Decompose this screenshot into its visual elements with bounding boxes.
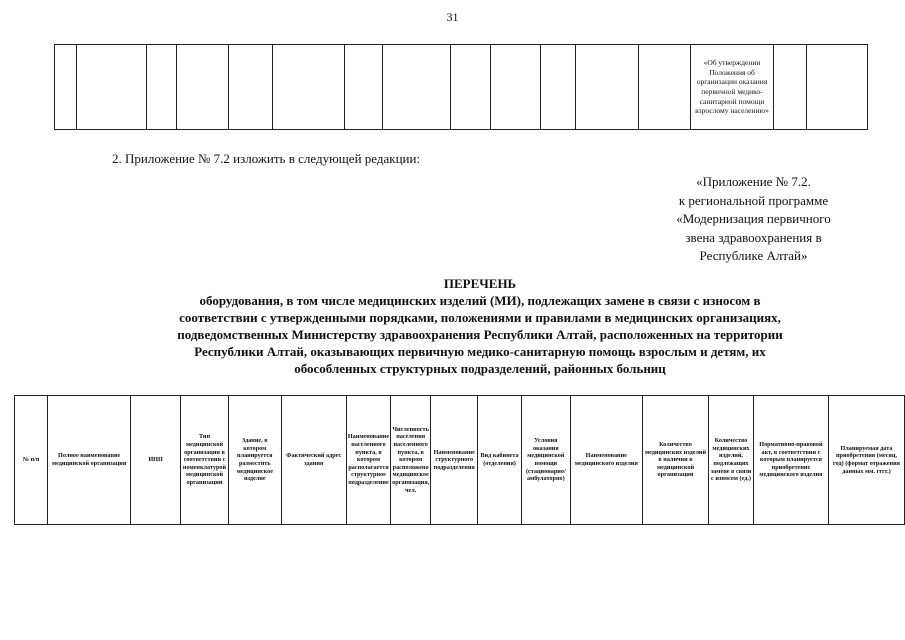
- amendment-item: 2. Приложение № 7.2 изложить в следующей редакции:: [112, 151, 421, 166]
- table-cell: [55, 45, 77, 130]
- appendix-line: «Приложение № 7.2.: [696, 174, 811, 189]
- column-header: Количество медицинских изделий в наличии в медицинской организации: [642, 396, 708, 525]
- column-header: Фактический адрес здания: [281, 396, 346, 525]
- table-header-row: [15, 396, 905, 525]
- table-cell: [383, 45, 451, 130]
- column-header: Планируемая дата приобретения (месяц, год) (формат отражения данных мм. гггг.): [828, 396, 904, 525]
- appendix-line: к региональной программе: [678, 192, 829, 208]
- equipment-list-table: [14, 395, 905, 525]
- column-header: Количество медицинских изделий, подлежащих замене в связи с износом (ед.): [709, 396, 754, 525]
- appendix-reference: [600, 173, 905, 266]
- table-cell: [639, 45, 691, 130]
- table-row: [55, 45, 868, 130]
- table-cell: [273, 45, 345, 130]
- table-cell: [774, 45, 807, 130]
- column-header: Наименование структурного подразделения: [431, 396, 478, 525]
- column-header: № п/п: [15, 396, 48, 525]
- page-number: 31: [446, 10, 459, 24]
- table-cell: [491, 45, 541, 130]
- column-header: Вид кабинета (отделения): [478, 396, 522, 525]
- previous-table-continuation: [54, 44, 868, 130]
- heading-line: оборудования, в том числе медицинских изделий (МИ), подлежащих замене в связи с износом в: [199, 293, 761, 308]
- column-header: ИНН: [131, 396, 181, 525]
- column-header: Тип медицинской организации в соответствии с номенклатурой медицинской организации: [181, 396, 229, 525]
- table-cell: [77, 45, 147, 130]
- regulation-note-cell: «Об утверждении Положения об организации оказания первичной медико-санитарной помощи взрослому населению»: [691, 45, 774, 130]
- column-header: Численность населения населенного пункта, в котором расположено медицинское организация, чел.: [391, 396, 431, 525]
- column-header: Наименование населенного пункта, в котором располагается структурное подразделение: [346, 396, 390, 525]
- column-header: Нормативно-правовой акт, в соответствии с которым планируется приобретение медицинского изделия: [753, 396, 828, 525]
- column-header: Условия оказания медицинской помощи (стационарно/амбулаторно): [521, 396, 570, 525]
- heading-line: обособленных структурных подразделений, районных больниц: [294, 361, 666, 376]
- appendix-line: «Модернизация первичного: [676, 211, 831, 226]
- column-header: Полное наименование медицинской организации: [48, 396, 131, 525]
- heading-line: подведомственных Министерству здравоохранения Республики Алтай, расположенных на территории: [177, 327, 783, 342]
- table-cell: [177, 45, 229, 130]
- column-header: Здание, в котором планируется разместить медицинское изделие: [228, 396, 281, 525]
- table-cell: [147, 45, 177, 130]
- table-cell: [229, 45, 273, 130]
- document-heading: [0, 275, 905, 377]
- table-cell: [345, 45, 383, 130]
- heading-line: соответствии с утвержденными порядками, положениями и правилами в медицинских организациях,: [179, 310, 781, 325]
- appendix-line: Республике Алтай»: [699, 248, 808, 263]
- table-cell: [807, 45, 868, 130]
- table-cell: [541, 45, 576, 130]
- table-cell: [451, 45, 491, 130]
- appendix-line: звена здравоохранения в: [685, 229, 822, 245]
- heading-line: Республики Алтай, оказывающих первичную медико-санитарную помощь взрослым и детям, их: [194, 344, 766, 359]
- heading-title: ПЕРЕЧЕНЬ: [443, 276, 517, 291]
- column-header: Наименование медицинского изделия: [570, 396, 642, 525]
- table-cell: [576, 45, 639, 130]
